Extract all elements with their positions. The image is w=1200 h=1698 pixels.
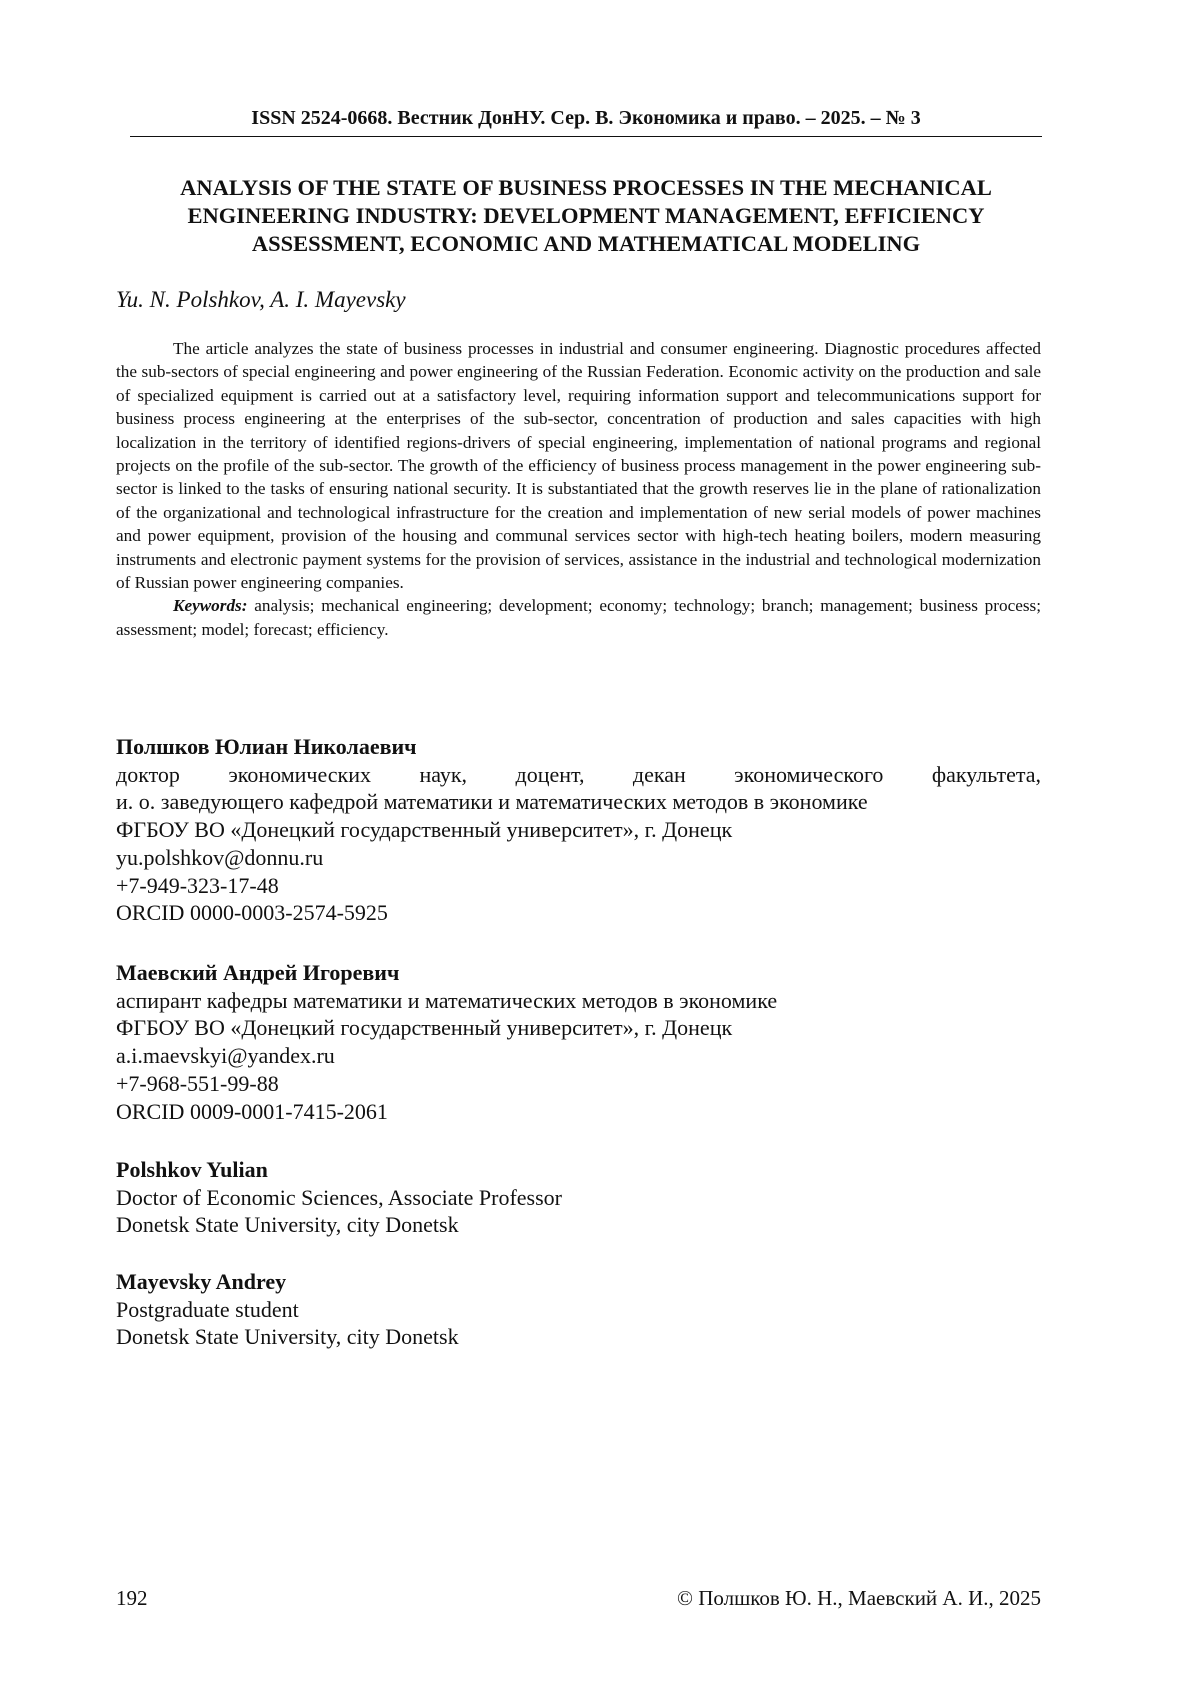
author-name: Маевский Андрей Игоревич <box>116 960 400 985</box>
author-email: yu.polshkov@donnu.ru <box>116 844 324 870</box>
author-info-polshkov-ru <box>116 733 1041 927</box>
journal-header: ISSN 2524-0668. Вестник ДонНУ. Сер. В. Экономика и право. – 2025. – № 3 <box>130 106 1042 137</box>
author-orcid: ORCID 0000-0003-2574-5925 <box>116 900 388 926</box>
author-name: Mayevsky Andrey <box>116 1269 287 1294</box>
author-phone: +7-968-551-99-88 <box>116 1070 279 1096</box>
title-line: ANALYSIS OF THE STATE OF BUSINESS PROCESSES IN THE MECHANICAL <box>180 175 992 200</box>
keywords-paragraph <box>116 594 1041 641</box>
author-position: аспирант кафедры математики и математических методов в экономике <box>116 987 778 1013</box>
author-affiliation: ФГБОУ ВО «Донецкий государственный университет», г. Донецк <box>116 817 733 843</box>
author-email: a.i.maevskyi@yandex.ru <box>116 1043 335 1069</box>
author-affiliation: Donetsk State University, city Donetsk <box>116 1212 459 1238</box>
title-line: ENGINEERING INDUSTRY: DEVELOPMENT MANAGEMENT, EFFICIENCY <box>187 203 985 228</box>
author-phone: +7-949-323-17-48 <box>116 872 279 898</box>
copyright-notice: © Полшков Ю. Н., Маевский А. И., 2025 <box>677 1586 1041 1610</box>
author-orcid: ORCID 0009-0001-7415-2061 <box>116 1098 388 1124</box>
abstract-text: The article analyzes the state of business processes in industrial and consumer engineering. Diagnostic procedures affected the sub-sectors of special engineering and power engineering of the Russian Federation. Economic activity on the production and sale of specialized equipment is carried out at a satisfactory level, requiring information support and telecommunications support for business process engineering at the enterprises of the sub-sector, concentration of production and sales capacities with high localization in the territory of identified regions-drivers of special engineering, implementation of national programs and regional projects on the profile of the sub-sector. The growth of the efficiency of business process management in the power engineering sub-sector is linked to the tasks of ensuring national security. It is substantiated that the growth reserves lie in the plane of rationalization of the organizational and technological infrastructure for the creation and implementation of new serial models of power machines and power equipment, provision of the housing and communal services sector with high-tech heating boilers, modern measuring instruments and electronic payment systems for the provision of services, assistance in the industrial and technological modernization of Russian power engineering companies. <box>116 339 1041 593</box>
author-position: и. о. заведующего кафедрой математики и математических методов в экономике <box>116 789 868 815</box>
page-number: 192 <box>116 1586 148 1610</box>
author-position: Postgraduate student <box>116 1296 299 1322</box>
author-position: доктор экономических наук, доцент, декан экономического факультета, <box>116 761 1041 787</box>
abstract <box>116 337 1041 641</box>
keywords-label: Keywords: <box>173 596 248 616</box>
title-line: ASSESSMENT, ECONOMIC AND MATHEMATICAL MODELING <box>251 231 921 256</box>
author-affiliation: ФГБОУ ВО «Донецкий государственный университет», г. Донецк <box>116 1015 733 1041</box>
article-authors: Yu. N. Polshkov, A. I. Mayevsky <box>116 287 406 312</box>
author-info-mayevsky-en <box>116 1268 1041 1351</box>
author-affiliation: Donetsk State University, city Donetsk <box>116 1324 459 1350</box>
author-position: Doctor of Economic Sciences, Associate Professor <box>116 1184 562 1210</box>
author-name: Полшков Юлиан Николаевич <box>116 734 417 759</box>
article-title <box>115 174 1057 258</box>
keywords-text: analysis; mechanical engineering; development; economy; technology; branch; management; business process; assessment; model; forecast; efficiency. <box>116 596 1042 639</box>
author-info-polshkov-en <box>116 1156 1041 1239</box>
author-info-mayevsky-ru <box>116 959 1041 1125</box>
author-name: Polshkov Yulian <box>116 1157 268 1182</box>
